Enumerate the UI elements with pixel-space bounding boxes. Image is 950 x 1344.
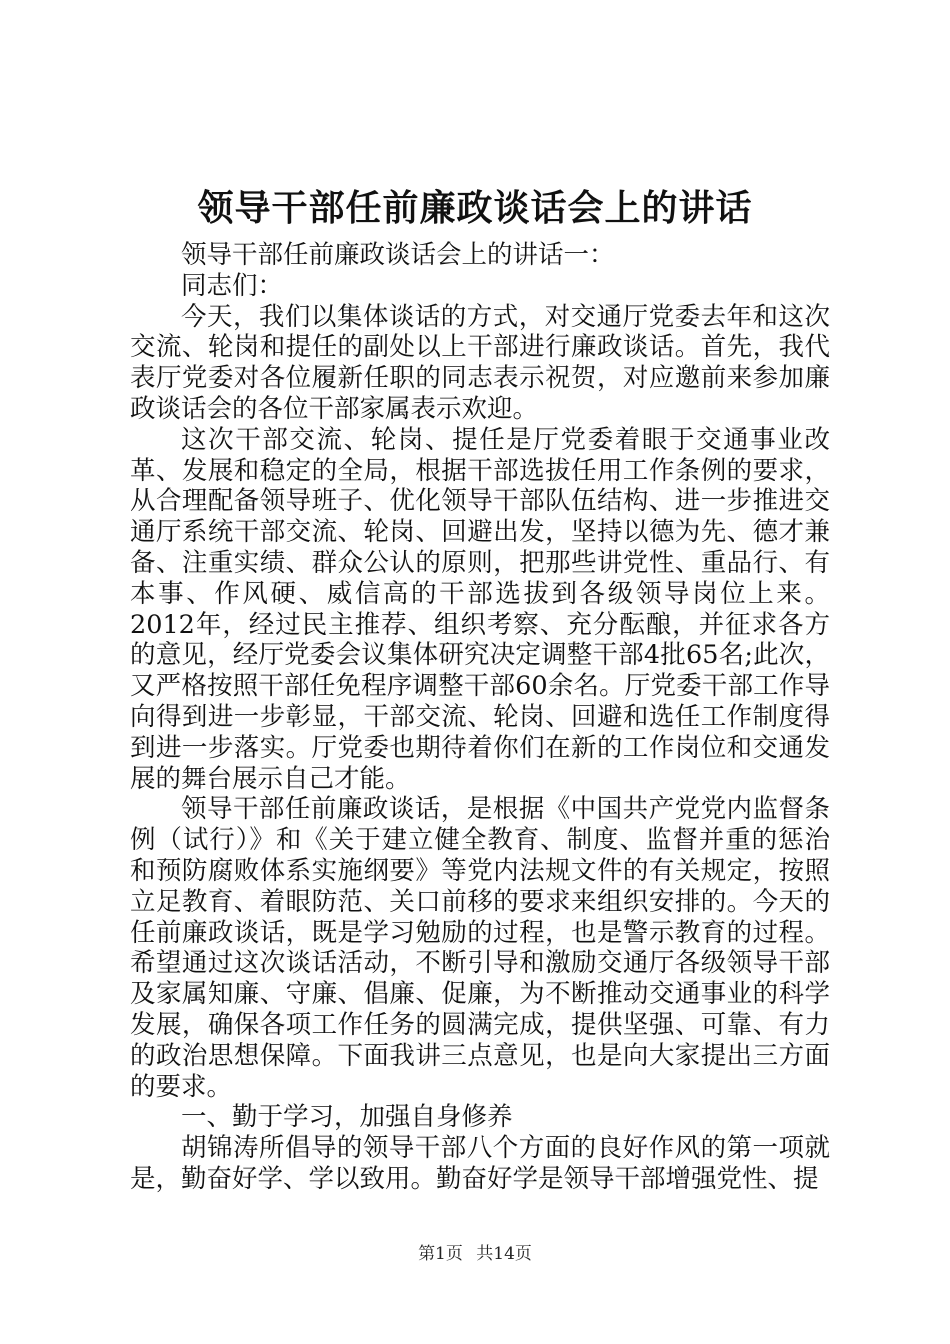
paragraph-background: 这次干部交流、轮岗、提任是厅党委着眼于交通事业改革、发展和稳定的全局，根据干部选拔任用工作条例的要求，从合理配备领导班子、优化领导干部队伍结构、进一步推进交通厅系统干部交流、轮岗、回避出发，坚持以德为先、德才兼备、注重实绩、群众公认的原则，把那些讲党性、重品行、有本事、作风硬、威信高的干部选拔到各级领导岗位上来。2012年，经过民主推荐、组织考察、充分酝酿，并征求各方的意见，经厅党委会议集体研究决定调整干部4批65名;此次，又严格按照干部任免程序调整干部60余名。厅党委干部工作导向得到进一步彰显，干部交流、轮岗、回避和选任工作制度得到进一步落实。厅党委也期待着你们在新的工作岗位和交通发展的舞台展示自己才能。: [130, 424, 830, 794]
document-title: 领导干部任前廉政谈话会上的讲话: [197, 187, 753, 229]
document-body: [130, 240, 830, 1195]
paragraph-purpose: 领导干部任前廉政谈话，是根据《中国共产党党内监督条例（试行）》和《关于建立健全教育、制度、监督并重的惩治和预防腐败体系实施纲要》等党内法规文件的有关规定，按照立足教育、着眼防范、关口前移的要求来组织安排的。今天的任前廉政谈话，既是学习勉励的过程，也是警示教育的过程。希望通过这次谈话活动，不断引导和激励交通厅各级领导干部及家属知廉、守廉、倡廉、促廉，为不断推动交通事业的科学发展，确保各项工作任务的圆满完成，提供坚强、可靠、有力的政治思想保障。下面我讲三点意见，也是向大家提出三方面的要求。: [130, 794, 830, 1102]
page-footer: [0, 1242, 950, 1266]
paragraph-subtitle: 领导干部任前廉政谈话会上的讲话一：: [181, 240, 615, 270]
section-heading-1: 一、勤于学习，加强自身修养: [181, 1102, 513, 1133]
paragraph-section-1: 胡锦涛所倡导的领导干部八个方面的良好作风的第一项就是，勤奋好学、学以致用。勤奋好学是领导干部增强党性、提: [130, 1133, 830, 1194]
page-number: 第1页: [418, 1244, 463, 1264]
paragraph-opening: 今天，我们以集体谈话的方式，对交通厅党委去年和这次交流、轮岗和提任的副处以上干部进行廉政谈话。首先，我代表厅党委对各位履新任职的同志表示祝贺，对应邀前来参加廉政谈话会的各位干部家属表示欢迎。: [130, 301, 830, 424]
paragraph-salutation: 同志们：: [181, 270, 284, 301]
page-total: 共14页: [476, 1244, 532, 1264]
